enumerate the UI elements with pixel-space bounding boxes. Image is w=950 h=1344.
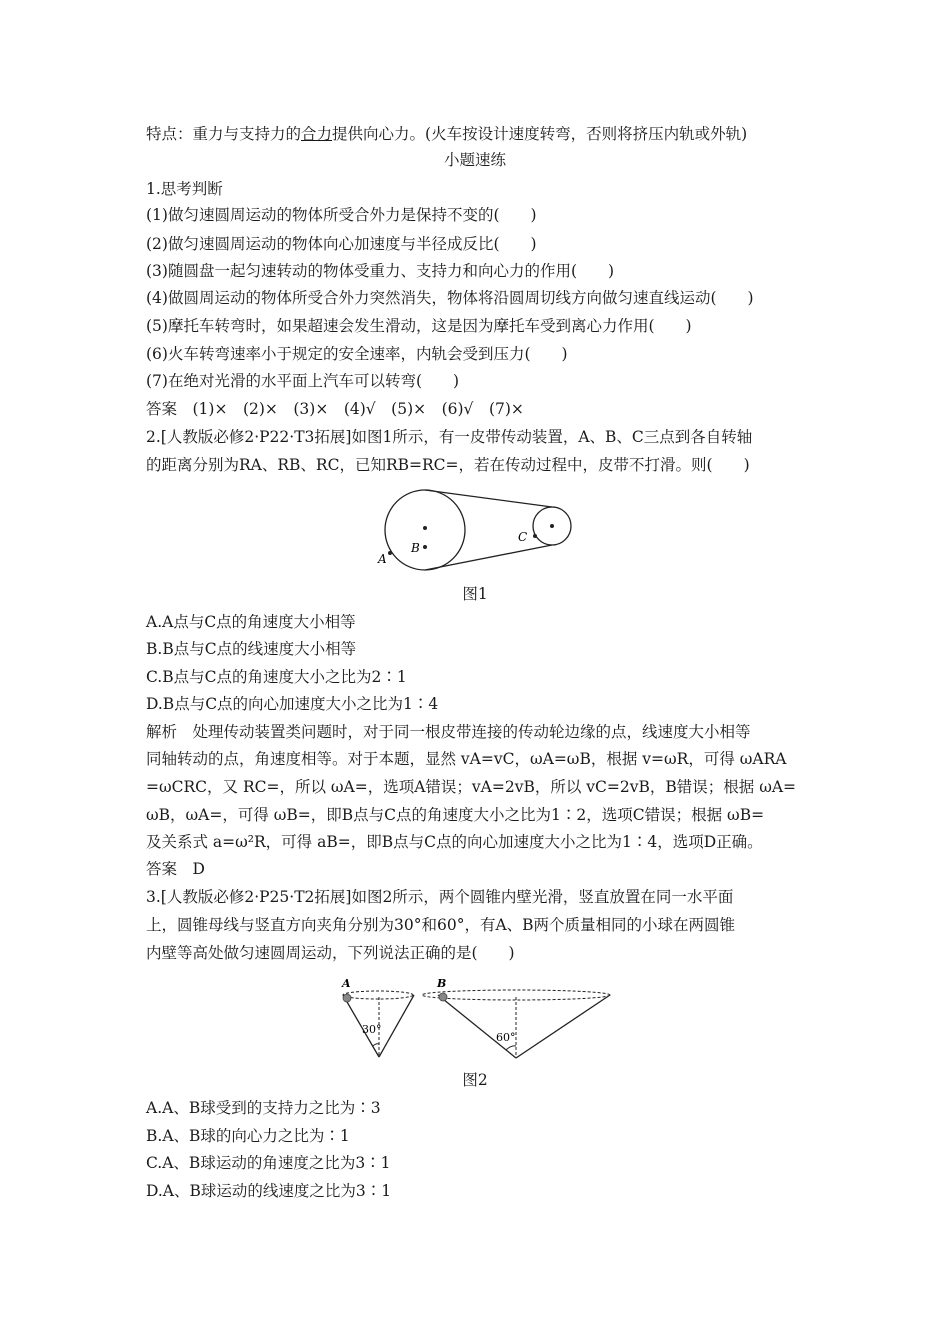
q2-analysis: 同轴转动的点，角速度相等。对于本题，显然 vA=vC，ωA=ωB，根据 v=ωR，可得 ωARA (146, 750, 787, 768)
q1-item: (6)火车转弯速率小于规定的安全速率，内轨会受到压力( ) (146, 345, 568, 363)
q3-stem: 内壁等高处做匀速圆周运动，下列说法正确的是( ) (146, 944, 515, 962)
q1-item: (7)在绝对光滑的水平面上汽车可以转弯( ) (146, 372, 460, 390)
cone-b-left-side (438, 995, 516, 1058)
q2-stem: 2.[人教版必修2·P22·T3拓展]如图1所示，有一皮带传动装置，A、B、C三点到各自转轴 (146, 428, 753, 446)
small-pulley-axle (550, 524, 554, 528)
belt-top (425, 490, 552, 507)
ball-a (343, 994, 351, 1002)
point-b (423, 545, 427, 549)
cones-figure (330, 975, 620, 1065)
label-angle-30: 30° (362, 1023, 382, 1036)
q2-option: B.B点与C点的线速度大小相等 (146, 640, 357, 658)
label-c: C (518, 530, 528, 544)
point-a (388, 551, 392, 555)
q3-option: D.A、B球运动的线速度之比为3∶1 (146, 1182, 392, 1200)
label-ball-b: B (437, 977, 447, 990)
q1-item: (1)做匀速圆周运动的物体所受合外力是保持不变的( ) (146, 206, 537, 224)
q2-option: A.A点与C点的角速度大小相等 (146, 613, 356, 631)
q2-answer: 答案 D (146, 860, 205, 878)
label-ball-a: A (342, 977, 351, 990)
figure1-caption: 图1 (462, 585, 488, 603)
q1-answer: 答案 (1)× (2)× (3)× (4)√ (5)× (6)√ (7)× (146, 400, 524, 418)
intro-line: 特点：重力与支持力的合力提供向心力。(火车按设计速度转弯，否则将挤压内轨或外轨) (146, 125, 748, 143)
q2-analysis: 解析 处理传动装置类问题时，对于同一根皮带连接的传动轮边缘的点，线速度大小相等 (146, 723, 751, 741)
q2-option: D.B点与C点的向心加速度大小之比为1∶4 (146, 695, 439, 713)
figure2-caption: 图2 (462, 1071, 488, 1089)
q3-option: A.A、B球受到的支持力之比为∶3 (146, 1099, 381, 1117)
belt-drive-figure (370, 485, 580, 575)
q2-option: C.B点与C点的角速度大小之比为2∶1 (146, 668, 407, 686)
q2-analysis: 及关系式 a=ω²R，可得 aB=，即B点与C点的向心加速度大小之比为1∶4，选项D正确。 (146, 833, 763, 851)
q1-heading: 1.思考判断 (146, 180, 223, 198)
ball-b (439, 993, 447, 1001)
cone-a-right-side (379, 995, 414, 1057)
q2-analysis: ωB，ωA=，可得 ωB=，即B点与C点的角速度大小之比为1∶2，选项C错误；根据 ωB= (146, 806, 765, 824)
label-b: B (411, 541, 420, 555)
q2-analysis: =ωCRC，又 RC=，所以 ωA=，选项A错误；vA=2vB，所以 vC=2vB，B错误；根据 ωA= (146, 778, 797, 796)
label-angle-60: 60° (496, 1031, 516, 1044)
point-c (533, 534, 537, 538)
q1-item: (4)做圆周运动的物体所受合外力突然消失，物体将沿圆周切线方向做匀速直线运动( ) (146, 289, 754, 307)
belt-bottom (425, 545, 552, 570)
q3-stem: 3.[人教版必修2·P25·T2拓展]如图2所示，两个圆锥内壁光滑，竖直放置在同一水平面 (146, 888, 734, 906)
cone-b-angle-arc (506, 1046, 516, 1050)
q3-option: C.A、B球运动的角速度之比为3∶1 (146, 1154, 391, 1172)
q1-item: (5)摩托车转弯时，如果超速会发生滑动，这是因为摩托车受到离心力作用( ) (146, 317, 692, 335)
cone-a-rim (343, 991, 413, 999)
label-a: A (378, 552, 387, 566)
large-pulley-axle (423, 526, 427, 530)
cone-b-right-side (516, 995, 610, 1058)
section-title: 小题速练 (443, 151, 506, 169)
cone-a-angle-arc (373, 1044, 379, 1046)
q1-item: (3)随圆盘一起匀速转动的物体受重力、支持力和向心力的作用( ) (146, 262, 615, 280)
q2-stem: 的距离分别为RA、RB、RC，已知RB=RC=，若在传动过程中，皮带不打滑。则( ) (146, 456, 750, 474)
q3-stem: 上，圆锥母线与竖直方向夹角分别为30°和60°，有A、B两个质量相同的小球在两圆锥 (146, 916, 736, 934)
q1-item: (2)做匀速圆周运动的物体向心加速度与半径成反比( ) (146, 235, 537, 253)
underlined-term: 合力 (301, 125, 333, 143)
q3-option: B.A、B球的向心力之比为∶1 (146, 1127, 350, 1145)
